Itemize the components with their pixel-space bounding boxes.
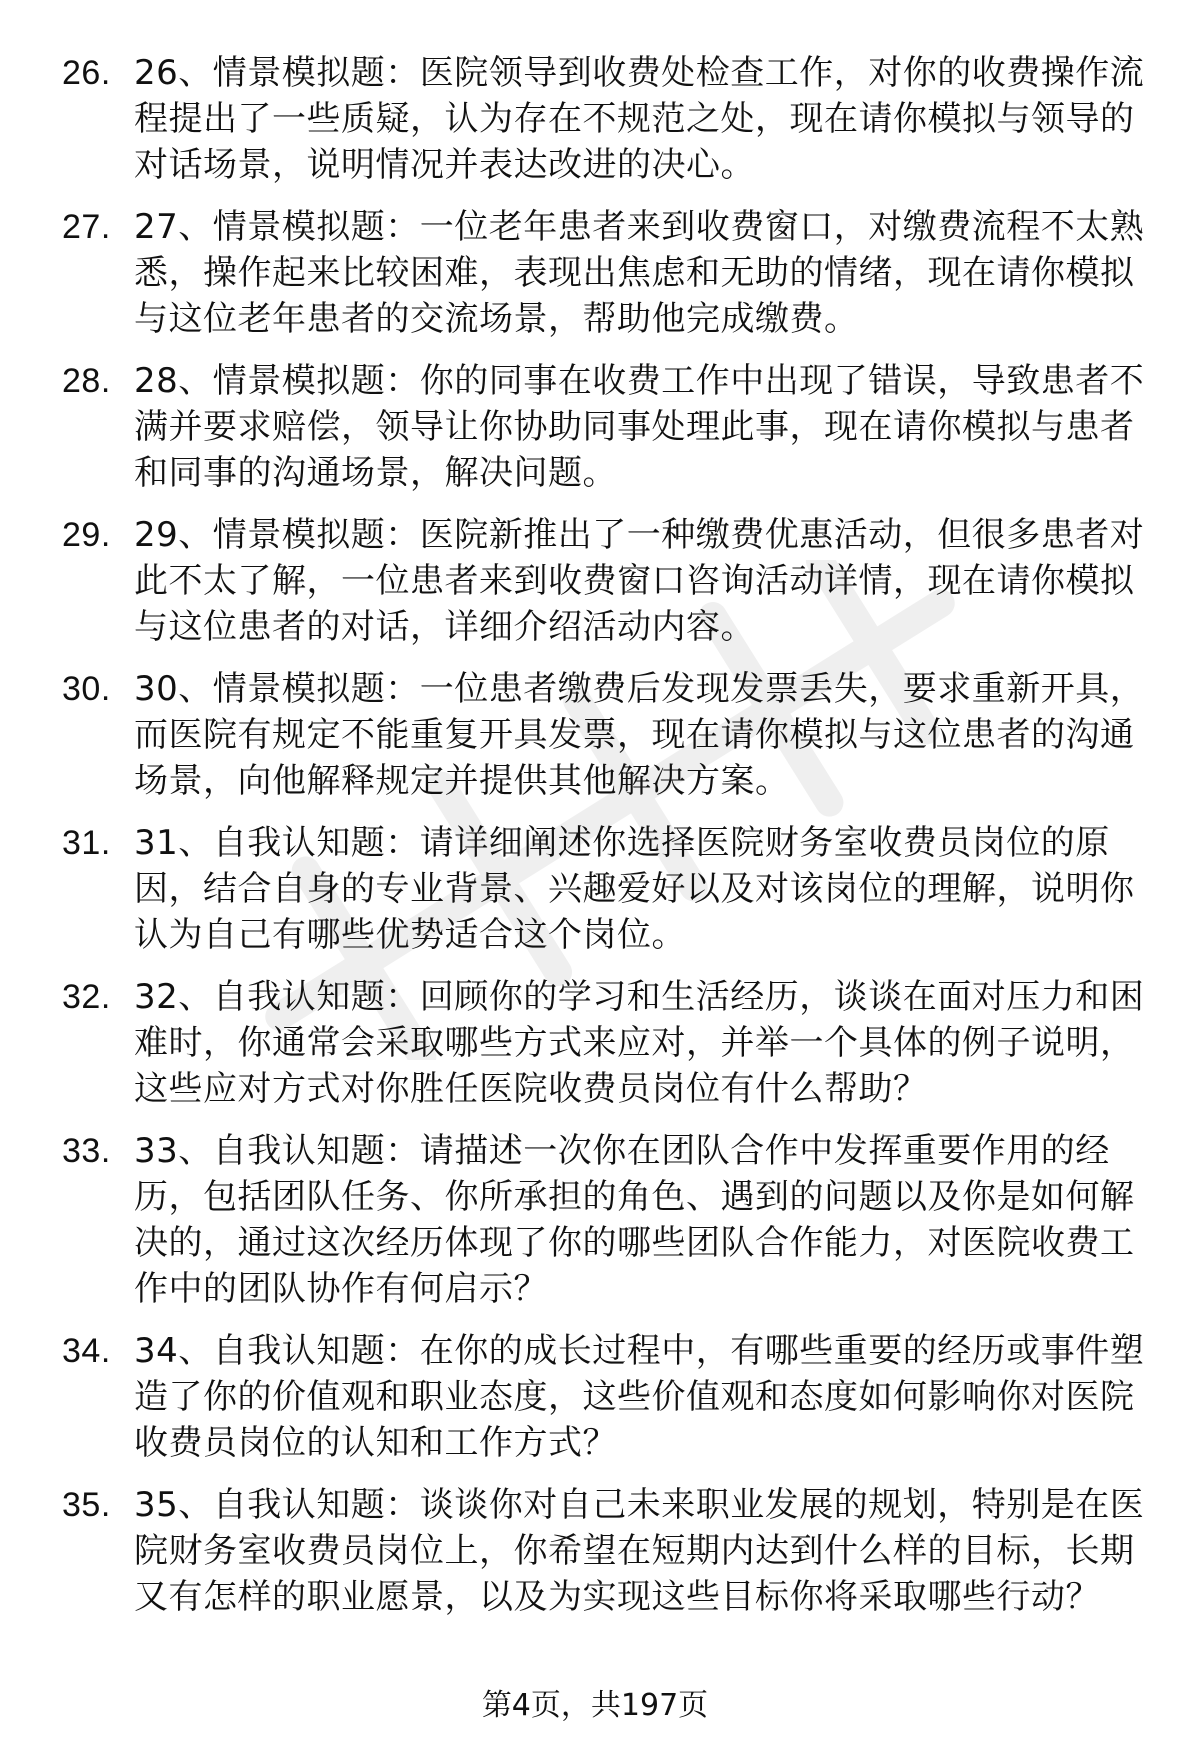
question-item: [62, 1328, 1152, 1466]
question-item: [62, 358, 1152, 496]
question-text: 28、情景模拟题：你的同事在收费工作中出现了错误，导致患者不满并要求赔偿，领导让你协助同事处理此事，现在请你模拟与患者和同事的沟通场景，解决问题。: [134, 361, 1145, 493]
question-number: 28.: [62, 362, 111, 400]
question-item: [62, 666, 1152, 804]
question-list: [62, 50, 1152, 1636]
question-text: 30、情景模拟题：一位患者缴费后发现发票丢失，要求重新开具，而医院有规定不能重复开具发票，现在请你模拟与这位患者的沟通场景，向他解释规定并提供其他解决方案。: [134, 669, 1145, 801]
question-item: [62, 820, 1152, 958]
question-text: 32、自我认知题：回顾你的学习和生活经历，谈谈在面对压力和困难时，你通常会采取哪些方式来应对，并举一个具体的例子说明，这些应对方式对你胜任医院收费员岗位有什么帮助？: [134, 977, 1145, 1109]
question-item: [62, 50, 1152, 188]
question-number: 34.: [62, 1332, 111, 1370]
question-text: 33、自我认知题：请描述一次你在团队合作中发挥重要作用的经历，包括团队任务、你所承担的角色、遇到的问题以及你是如何解决的，通过这次经历体现了你的哪些团队合作能力，对医院收费工作中的团队协作有何启示？: [134, 1131, 1135, 1309]
question-item: [62, 204, 1152, 342]
question-number: 35.: [62, 1486, 111, 1524]
page-number-footer: 第4页，共197页: [481, 1688, 709, 1723]
question-text: 35、自我认知题：谈谈你对自己未来职业发展的规划，特别是在医院财务室收费员岗位上，你希望在短期内达到什么样的目标，长期又有怎样的职业愿景，以及为实现这些目标你将采取哪些行动？: [134, 1485, 1145, 1617]
question-number: 30.: [62, 670, 111, 708]
question-text: 29、情景模拟题：医院新推出了一种缴费优惠活动，但很多患者对此不太了解，一位患者来到收费窗口咨询活动详情，现在请你模拟与这位患者的对话，详细介绍活动内容。: [134, 515, 1145, 647]
question-item: [62, 512, 1152, 650]
question-number: 32.: [62, 978, 111, 1016]
question-number: 26.: [62, 54, 111, 92]
question-item: [62, 974, 1152, 1112]
question-item: [62, 1482, 1152, 1620]
question-number: 27.: [62, 208, 111, 246]
question-text: 26、情景模拟题：医院领导到收费处检查工作，对你的收费操作流程提出了一些质疑，认为存在不规范之处，现在请你模拟与领导的对话场景，说明情况并表达改进的决心。: [134, 53, 1145, 185]
question-number: 29.: [62, 516, 111, 554]
question-item: [62, 1128, 1152, 1312]
question-text: 31、自我认知题：请详细阐述你选择医院财务室收费员岗位的原因，结合自身的专业背景、兴趣爱好以及对该岗位的理解，说明你认为自己有哪些优势适合这个岗位。: [134, 823, 1135, 955]
question-number: 31.: [62, 824, 111, 862]
question-text: 27、情景模拟题：一位老年患者来到收费窗口，对缴费流程不太熟悉，操作起来比较困难，表现出焦虑和无助的情绪，现在请你模拟与这位老年患者的交流场景，帮助他完成缴费。: [134, 207, 1145, 339]
question-number: 33.: [62, 1132, 111, 1170]
question-text: 34、自我认知题：在你的成长过程中，有哪些重要的经历或事件塑造了你的价值观和职业态度，这些价值观和态度如何影响你对医院收费员岗位的认知和工作方式？: [134, 1331, 1145, 1463]
